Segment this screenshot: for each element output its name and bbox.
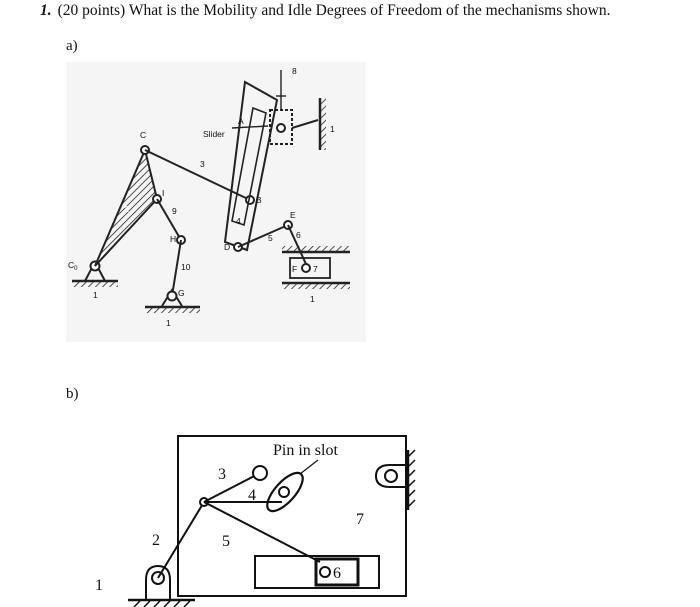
label-b-link6: 6 [333,565,341,582]
label-link8: 8 [292,66,297,76]
label-H: H [170,234,177,244]
label-C0: $C_0$ [68,260,78,272]
part-a-label: a) [66,38,78,54]
label-F: F [292,264,298,274]
label-B: B [256,195,262,205]
question-number: 1. [40,2,52,19]
label-A: A [238,116,244,126]
label-link9: 9 [172,206,177,216]
label-link1-bottom: 1 [166,318,171,328]
label-b-link3: 3 [218,466,226,483]
label-E: E [290,210,296,220]
label-link5: 5 [268,233,273,243]
label-slider: Slider [203,129,225,139]
slider-block-6 [255,556,379,588]
label-b-link7: 7 [356,511,364,528]
label-b-link4: 4 [248,487,256,504]
part-b-label: b) [66,386,79,402]
link-7-frame [178,436,406,596]
label-D: D [224,242,231,252]
label-link1-right: 1 [310,294,315,304]
figure-b [128,436,415,607]
label-link7: 7 [313,264,318,274]
label-b-link5: 5 [222,533,230,550]
pin-in-slot [262,460,318,517]
figure-a [66,62,366,342]
label-link1-left: 1 [93,290,98,300]
link-2 [158,502,204,578]
label-b-link1: 1 [95,577,103,594]
label-link10: 10 [181,262,191,272]
question-body: (20 points) What is the Mobility and Idle Degrees of Freedom of the mechanisms shown. [57,2,611,19]
label-pin-in-slot: Pin in slot [273,442,338,459]
link-5-b [204,502,320,562]
label-C: C [140,130,147,140]
label-link6: 6 [296,230,301,240]
label-I: I [162,188,165,198]
ground-right [376,450,415,510]
label-G: G [178,288,185,298]
label-link2: 2 [124,204,129,214]
label-link4: 4 [236,216,241,226]
label-b-link2: 2 [152,532,160,549]
label-link3: 3 [200,159,205,169]
label-link1-top-right: 1 [330,124,335,134]
